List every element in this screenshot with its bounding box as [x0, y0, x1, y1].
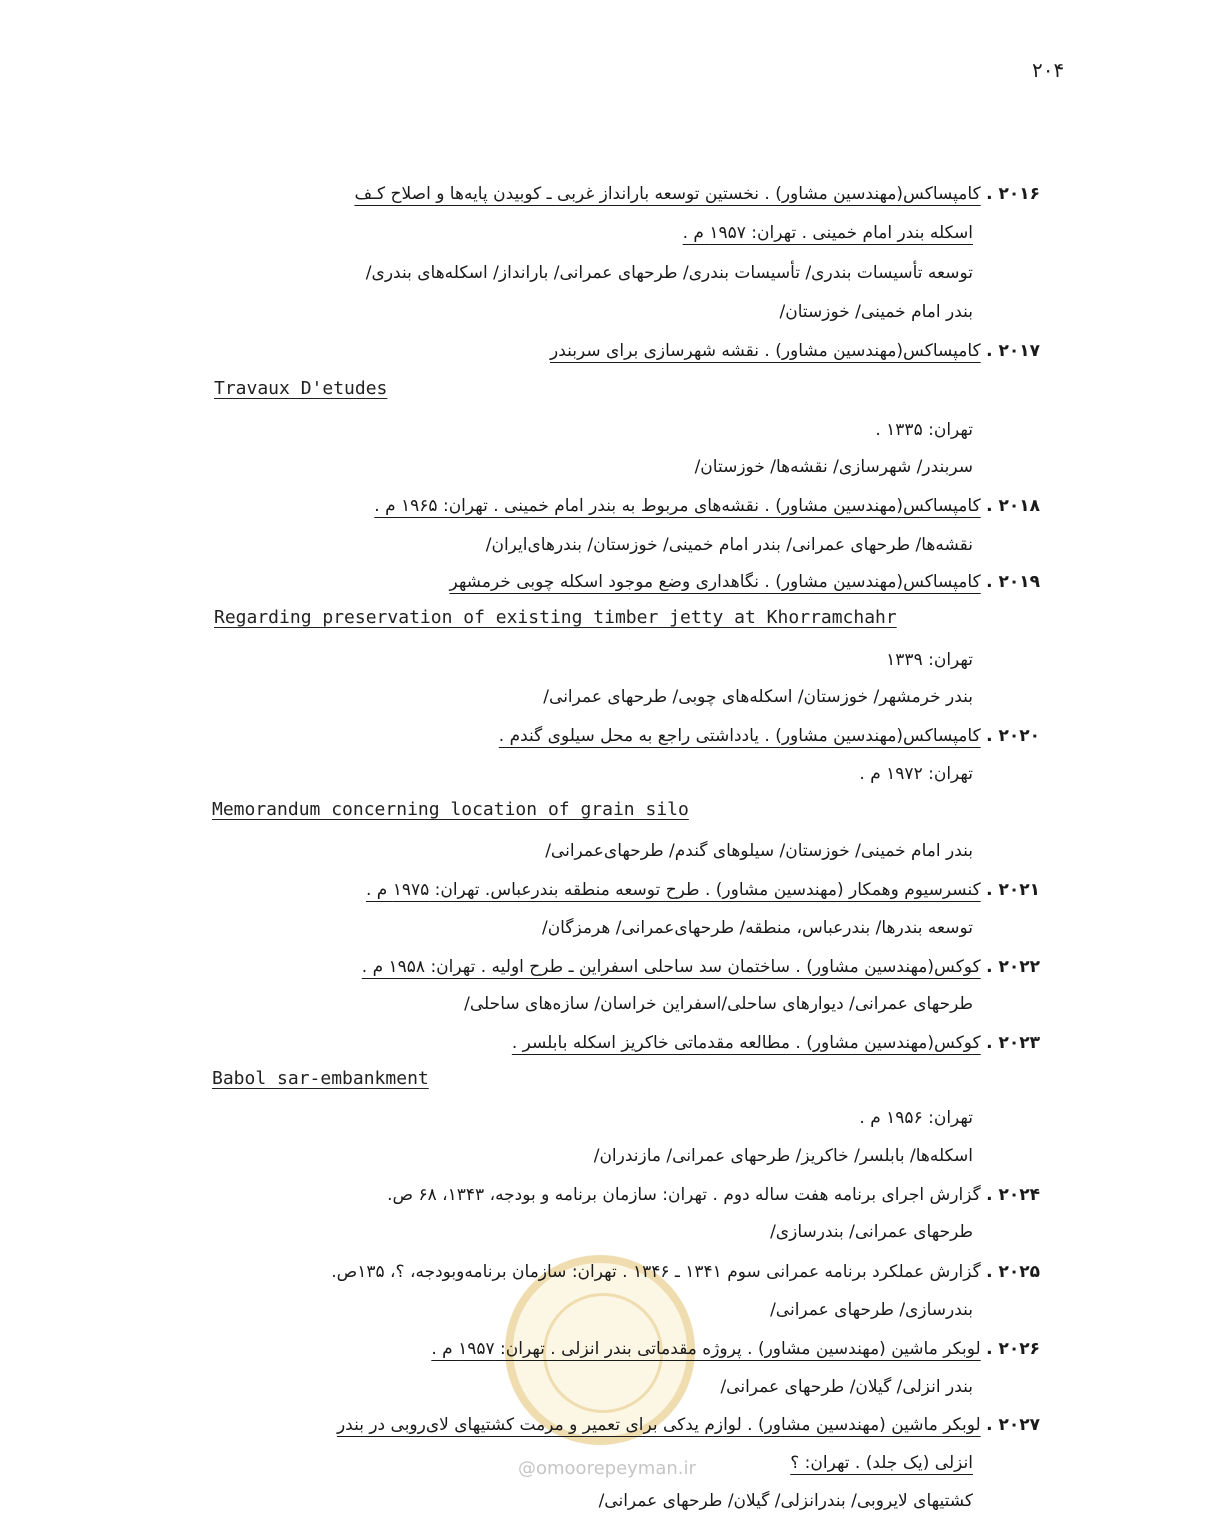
entry-title-line: کامپساکس(مهندسین مشاور) . یادداشتی راجع به محل سیلوی گندم .	[498, 726, 981, 746]
entry-number: ۲۰۲۰ .	[986, 726, 1040, 746]
entry-imprint: تهران: ۱۹۷۲ م .	[859, 764, 973, 784]
entry-number-line	[550, 340, 1040, 362]
entry-title-line: لوبکر ماشین (مهندسین مشاور) . لوازم یدکی برای تعمیر و مرمت کشتیهای لای‌روبی در بندر	[336, 1415, 981, 1435]
entry-subjects: طرحهای عمرانی/ بندرسازی/	[770, 1222, 973, 1242]
entry-subjects: بندر خرمشهر/ خوزستان/ اسکله‌های چوبی/ طرحهای عمرانی/	[543, 687, 973, 707]
entry-latin-title: Memorandum concerning location of grain silo	[212, 799, 689, 820]
entry-title-line: کامپساکس(مهندسین مشاور) . نخستین توسعه بارانداز غربی ـ کوبیدن پایه‌ها و اصلاح کـف	[354, 184, 981, 204]
entry-subjects: سربندر/ شهرسازی/ نقشه‌ها/ خوزستان/	[694, 457, 973, 477]
entry-number-line	[374, 495, 1040, 517]
entry-number-line	[512, 1032, 1040, 1054]
entry-number: ۲۰۲۴ .	[986, 1185, 1040, 1205]
entry-imprint: تهران: ۱۹۵۶ م .	[859, 1108, 973, 1128]
entry-subjects: اسکله‌ها/ بابلسر/ خاکریز/ طرحهای عمرانی/ مازندران/	[593, 1146, 973, 1166]
entry-imprint: تهران: ۱۳۳۵ .	[875, 420, 973, 440]
entry-number: ۲۰۲۶ .	[986, 1339, 1040, 1359]
entry-number-line	[362, 956, 1040, 978]
entry-title-line: کوکس(مهندسین مشاور) . مطالعه مقدماتی خاکریز اسکله بابلسر .	[511, 1033, 981, 1053]
entry-number-line	[431, 1338, 1040, 1360]
entry-title-line: کوکس(مهندسین مشاور) . ساختمان سد ساحلی اسفراین ـ طرح اولیه . تهران: ۱۹۵۸ م .	[361, 957, 981, 977]
entry-title-line: کامپساکس(مهندسین مشاور) . نقشه‌های مربوط به بندر امام خمینی . تهران: ۱۹۶۵ م .	[374, 496, 981, 516]
entry-subjects: بندرسازی/ طرحهای عمرانی/	[770, 1300, 973, 1320]
entry-latin-title: Travaux D'etudes	[214, 378, 388, 399]
entry-number-line	[387, 1184, 1040, 1206]
entry-title-line: کامپساکس(مهندسین مشاور) . نقشه شهرسازی برای سربندر	[550, 341, 981, 361]
entry-subjects: بندر انزلی/ گیلان/ طرحهای عمرانی/	[720, 1377, 973, 1397]
page-number: ۲۰۴	[1032, 58, 1065, 82]
entry-subjects: کشتیهای لایروبی/ بندرانزلی/ گیلان/ طرحهای عمرانی/	[598, 1491, 973, 1511]
entry-number: ۲۰۱۶ .	[986, 184, 1040, 204]
entry-imprint: تهران: ۱۳۳۹	[886, 650, 973, 670]
entry-number-line	[337, 1414, 1040, 1436]
entry-subjects: توسعه بندرها/ بندرعباس، منطقه/ طرحهای‌عمرانی/ هرمزگان/	[541, 918, 973, 938]
entry-number: ۲۰۱۷ .	[986, 341, 1040, 361]
entry-number: ۲۰۲۱ .	[986, 880, 1040, 900]
entry-subjects: طرحهای عمرانی/ دیوارهای ساحلی/اسفراین خراسان/ سازه‌های ساحلی/	[464, 994, 973, 1014]
entry-title-line: گزارش اجرای برنامه هفت ساله دوم . تهران: سازمان برنامه و بودجه، ۱۳۴۳، ۶۸ ص.	[387, 1185, 981, 1205]
entry-subjects: بندر امام خمینی/ خوزستان/	[779, 302, 973, 322]
entry-number: ۲۰۲۲ .	[986, 957, 1040, 977]
entry-subjects: نقشه‌ها/ طرحهای عمرانی/ بندر امام خمینی/ خوزستان/ بندرهای‌ایران/	[485, 535, 973, 555]
entry-number-line	[366, 879, 1040, 901]
entry-latin-title: Babol sar-embankment	[212, 1068, 429, 1089]
entry-title-continuation: انزلی (یک جلد) . تهران: ؟	[790, 1453, 973, 1473]
entry-title-line: کنسرسیوم وهمکار (مهندسین مشاور) . طرح توسعه منطقه بندرعباس. تهران: ۱۹۷۵ م .	[365, 880, 981, 900]
entry-subjects: بندر امام خمینی/ خوزستان/ سیلوهای گندم/ طرحهای‌عمرانی/	[545, 841, 973, 861]
watermark-text: @omoorepeyman.ir	[518, 1458, 696, 1479]
entry-title-line: لوبکر ماشین (مهندسین مشاور) . پروژه مقدماتی بندر انزلی . تهران: ۱۹۵۷ م .	[431, 1339, 981, 1359]
entry-number-line	[449, 571, 1040, 593]
entry-number: ۲۰۲۷ .	[986, 1415, 1040, 1435]
entry-latin-title: Regarding preservation of existing timber jetty at Khorramchahr	[214, 607, 897, 628]
entry-subjects: توسعه تأسیسات بندری/ تأسیسات بندری/ طرحهای عمرانی/ بارانداز/ اسکله‌های بندری/	[365, 263, 973, 283]
entry-number: ۲۰۱۸ .	[986, 496, 1040, 516]
entry-title-line: کامپساکس(مهندسین مشاور) . نگاهداری وضع موجود اسکله چوبی خرمشهر	[449, 572, 981, 592]
entry-number: ۲۰۲۳ .	[986, 1033, 1040, 1053]
entry-title-line: گزارش عملکرد برنامه عمرانی سوم ۱۳۴۱ ـ ۱۳۴۶ . تهران: سازمان برنامه‌وبودجه، ؟، ۱۳۵ص.	[331, 1262, 981, 1282]
entry-number: ۲۰۲۵ .	[986, 1262, 1040, 1282]
entry-number-line	[331, 1261, 1040, 1283]
entry-number: ۲۰۱۹ .	[986, 572, 1040, 592]
entry-number-line	[354, 183, 1040, 205]
entry-title-continuation: اسکله بندر امام خمینی . تهران: ۱۹۵۷ م .	[682, 223, 973, 243]
entry-number-line	[499, 725, 1040, 747]
